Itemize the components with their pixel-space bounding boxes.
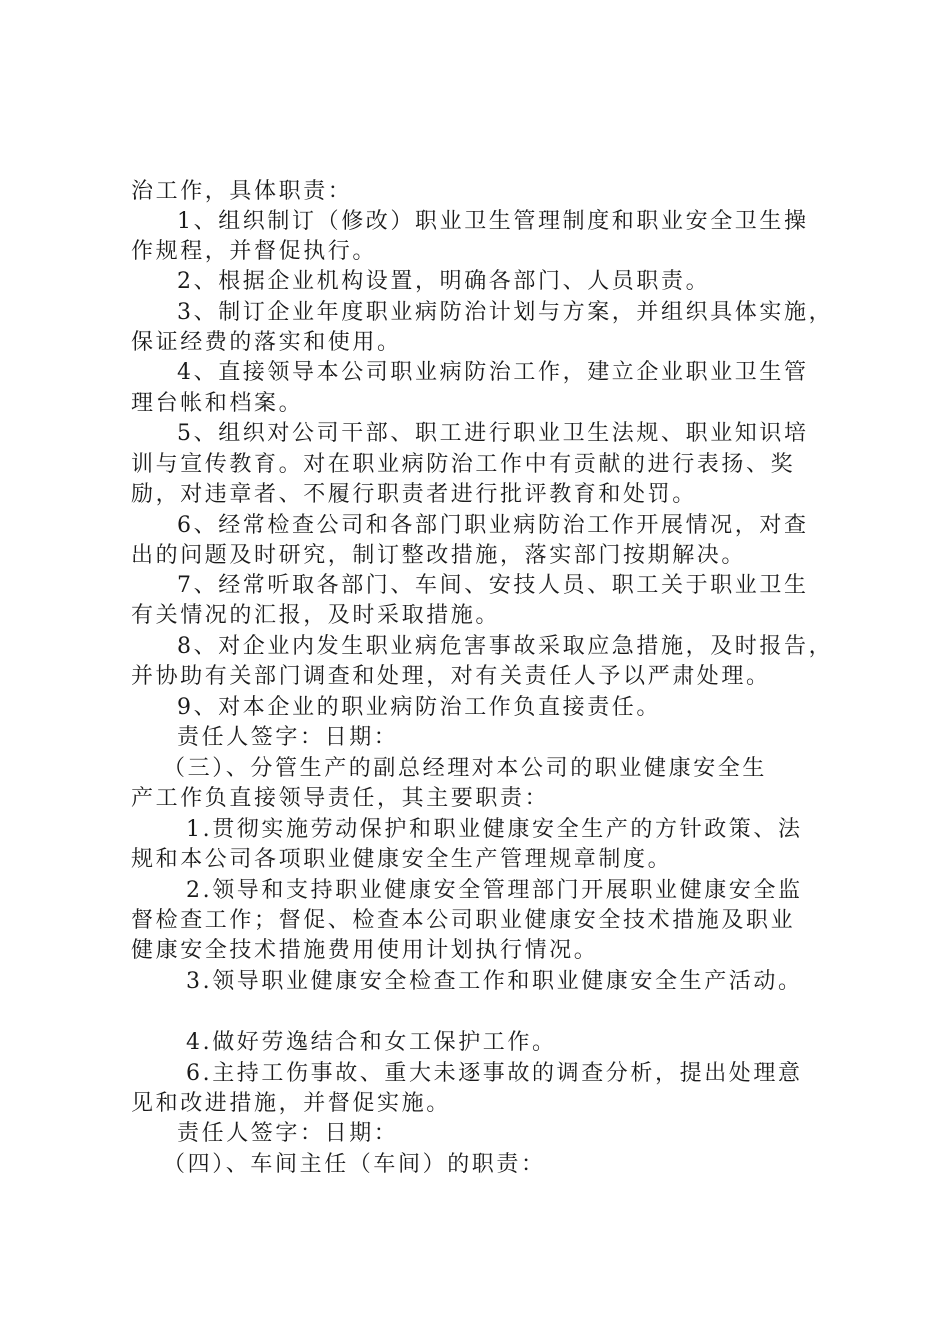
text-line: 1、组织制订（修改）职业卫生管理制度和职业安全卫生操	[177, 209, 809, 234]
text-line: 6.主持工伤事故、重大未逐事故的调查分析，提出处理意	[186, 1061, 803, 1086]
text-line: 7、经常听取各部门、车间、安技人员、职工关于职业卫生	[177, 573, 809, 598]
text-line: 2.领导和支持职业健康安全管理部门开展职业健康安全监	[186, 878, 803, 903]
text-line: 3、制订企业年度职业病防治计划与方案，并组织具体实施，	[177, 300, 834, 325]
text-line: 1.贯彻实施劳动保护和职业健康安全生产的方针政策、法	[186, 817, 803, 842]
text-line: 督检查工作；督促、检查本公司职业健康安全技术措施及职业	[131, 908, 796, 933]
text-line: 5、组织对公司干部、职工进行职业卫生法规、职业知识培	[177, 421, 809, 446]
text-line: 健康安全技术措施费用使用计划执行情况。	[131, 938, 599, 963]
text-line: 8、对企业内发生职业病危害事故采取应急措施，及时报告，	[177, 634, 834, 659]
text-line: 出的问题及时研究，制订整改措施，落实部门按期解决。	[131, 543, 747, 568]
signature-line: 责任人签字：日期：	[177, 725, 399, 750]
text-line: 4.做好劳逸结合和女工保护工作。	[186, 1030, 557, 1055]
text-line: 训与宣传教育。对在职业病防治工作中有贡献的进行表扬、奖	[131, 452, 796, 477]
text-line: 有关情况的汇报，及时采取措施。	[131, 603, 501, 628]
text-line: 见和改进措施，并督促实施。	[131, 1091, 451, 1116]
text-line: 2、根据企业机构设置，明确各部门、人员职责。	[177, 269, 711, 294]
text-line: 6、经常检查公司和各部门职业病防治工作开展情况，对查	[177, 513, 809, 538]
text-line: 3.领导职业健康安全检查工作和职业健康安全生产活动。	[186, 969, 803, 994]
text-line: 理台帐和档案。	[131, 391, 304, 416]
text-line: 保证经费的落实和使用。	[131, 330, 402, 355]
section-heading: （四）、车间主任（车间）的职责：	[163, 1152, 546, 1177]
signature-line: 责任人签字：日期：	[177, 1121, 399, 1146]
text-line: 4、直接领导本公司职业病防治工作，建立企业职业卫生管	[177, 360, 809, 385]
text-line: 并协助有关部门调查和处理，对有关责任人予以严肃处理。	[131, 664, 771, 689]
text-line: 作规程，并督促执行。	[131, 239, 378, 264]
text-line: 励，对违章者、不履行职责者进行批评教育和处罚。	[131, 482, 697, 507]
text-line: 治工作，具体职责：	[131, 179, 353, 204]
section-heading: （三）、分管生产的副总经理对本公司的职业健康安全生	[163, 756, 768, 781]
text-line: 9、对本企业的职业病防治工作负直接责任。	[177, 695, 661, 720]
text-line: 产工作负直接领导责任，其主要职责：	[131, 786, 550, 811]
text-line: 规和本公司各项职业健康安全生产管理规章制度。	[131, 847, 673, 872]
